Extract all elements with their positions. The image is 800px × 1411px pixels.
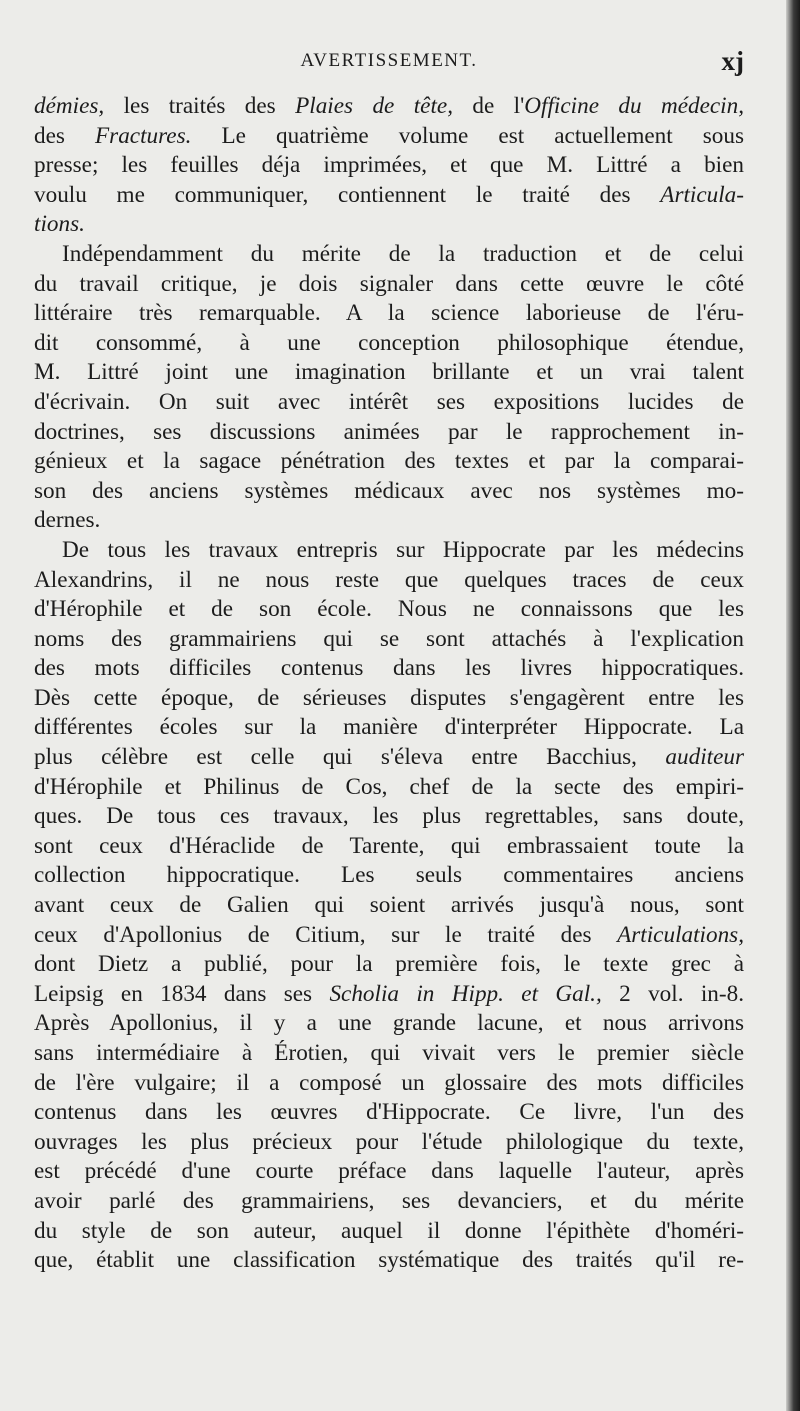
text-line: [34, 477, 744, 507]
text-run: ques. De tous ces travaux, les plus regrettables, sans doute,: [34, 803, 744, 830]
text-run: voulu me communiquer, contiennent le traité des: [34, 181, 661, 208]
text-run: Indépendamment du mérite de la traduction et de celui: [62, 240, 744, 267]
italic-text: auditeur: [665, 744, 744, 771]
text-run: Dès cette époque, de sérieuses disputes s'engagèrent entre les: [34, 684, 744, 711]
text-line: [34, 980, 744, 1010]
text-run: doctrines, ses discussions animées par le rapprochement in-: [34, 418, 744, 445]
text-line: [34, 181, 744, 211]
text-line: [34, 1187, 744, 1217]
text-line: [34, 151, 744, 181]
page-header: [34, 46, 744, 82]
text-run: les traités des: [104, 93, 296, 119]
text-line: [34, 1157, 744, 1187]
text-line: [34, 1128, 744, 1158]
text-line: [34, 1246, 744, 1276]
text-run: Alexandrins, il ne nous reste que quelques traces de ceux: [34, 566, 744, 593]
text-line: [34, 684, 744, 714]
text-run: Après Apollonius, il y a une grande lacune, et nous arrivons: [34, 1010, 744, 1037]
italic-text: Scholia in Hipp. et Gal.,: [329, 980, 602, 1007]
text-run: génieux et la sagace pénétration des textes et par la comparai-: [34, 448, 744, 475]
text-run: du travail critique, je dois signaler dans cette œuvre le côté: [34, 270, 744, 297]
text-run: avant ceux de Galien qui soient arrivés jusqu'à nous, sont: [34, 892, 744, 919]
italic-text: Plaies de tête,: [295, 93, 453, 119]
text-run: ceux d'Apollonius de Citium, sur le traité des: [34, 921, 618, 948]
text-run: noms des grammairiens qui se sont attachés à l'explication: [34, 625, 744, 652]
text-run: ouvrages les plus précieux pour l'étude philologique du texte,: [34, 1128, 744, 1155]
text-run: De tous les travaux entrepris sur Hippocrate par les médecins: [62, 536, 744, 563]
italic-text: Articula-: [660, 181, 744, 208]
text-run: sans intermédiaire à Érotien, qui vivait vers le premier siècle: [34, 1040, 744, 1066]
text-run: sont ceux d'Héraclide de Tarente, qui embrassaient toute la: [34, 832, 744, 859]
text-line: [34, 713, 744, 743]
text-run: son des anciens systèmes médicaux avec nos systèmes mo-: [34, 477, 744, 504]
text-run: contenus dans les œuvres d'Hippocrate. Ce livre, l'un des: [34, 1099, 744, 1126]
text-line: [34, 802, 744, 832]
text-line: [34, 388, 744, 418]
text-run: dont Dietz a publié, pour la première fois, le texte grec à: [34, 951, 744, 978]
text-line: [34, 122, 744, 152]
text-run: dernes.: [34, 507, 101, 534]
text-line: [34, 299, 744, 329]
text-run: avoir parlé des grammairiens, ses devanciers, et du mérite: [34, 1187, 744, 1214]
text-run: d'écrivain. On suit avec intérêt ses expositions lucides de: [34, 388, 744, 415]
text-line: [34, 240, 744, 270]
text-run: 2 vol. in-8.: [601, 980, 745, 1007]
text-line: [34, 625, 744, 655]
text-line: [34, 566, 744, 596]
text-line: [34, 210, 744, 240]
text-line: [34, 506, 744, 536]
text-line: [34, 595, 744, 625]
text-line: [34, 832, 744, 862]
text-run: d'Hérophile et Philinus de Cos, chef de la secte des empiri-: [34, 773, 744, 800]
text-line: [34, 270, 744, 300]
text-line: [34, 329, 744, 359]
text-line: [34, 921, 744, 951]
text-line: [34, 1098, 744, 1128]
text-run: dit consommé, à une conception philosophique étendue,: [34, 329, 744, 356]
book-gutter-shadow: [786, 0, 800, 1411]
text-line: [34, 418, 744, 448]
text-line: [34, 743, 744, 773]
text-run: collection hippocratique. Les seuls commentaires anciens: [34, 862, 744, 889]
text-run: Le quatrième volume est actuellement sous: [191, 122, 745, 149]
text-run: de l'ère vulgaire; il a composé un glossaire des mots difficiles: [34, 1069, 744, 1096]
text-run: est précédé d'une courte préface dans laquelle l'auteur, après: [34, 1158, 744, 1185]
text-line: [34, 950, 744, 980]
body-text: [34, 92, 744, 1276]
text-line: [34, 447, 744, 477]
running-title: AVERTISSEMENT.: [300, 50, 478, 71]
italic-text: démies,: [34, 93, 105, 119]
text-line: [34, 92, 744, 122]
text-run: des: [34, 122, 95, 149]
text-run: Leipsig en 1834 dans ses: [34, 980, 330, 1007]
text-line: [34, 536, 744, 566]
text-line: [34, 773, 744, 803]
text-run: du style de son auteur, auquel il donne l'épithète d'homéri-: [34, 1217, 744, 1244]
text-line: [34, 358, 744, 388]
text-run: que, établit une classification systématique des traités qu'il re-: [34, 1247, 744, 1274]
italic-text: Articulations,: [617, 921, 744, 948]
text-run: d'Hérophile et de son école. Nous ne connaissons que les: [34, 596, 744, 623]
text-run: des mots difficiles contenus dans les livres hippocratiques.: [34, 655, 744, 682]
italic-text: tions.: [34, 211, 85, 238]
text-line: [34, 1009, 744, 1039]
italic-text: Officine du médecin,: [524, 93, 745, 119]
text-run: M. Littré joint une imagination brillante et un vrai talent: [34, 359, 744, 386]
text-run: plus célèbre est celle qui s'éleva entre Bacchius,: [34, 744, 666, 771]
italic-text: Fractures.: [95, 122, 192, 149]
text-line: [34, 1039, 744, 1069]
page-number: xj: [721, 46, 744, 76]
text-line: [34, 654, 744, 684]
text-run: de l': [453, 93, 525, 119]
text-run: littéraire très remarquable. A la science laborieuse de l'éru-: [34, 300, 744, 327]
text-line: [34, 1217, 744, 1247]
text-line: [34, 861, 744, 891]
text-run: différentes écoles sur la manière d'interpréter Hippocrate. La: [34, 714, 744, 741]
text-line: [34, 1069, 744, 1099]
text-run: presse; les feuilles déja imprimées, et que M. Littré a bien: [34, 152, 744, 179]
text-line: [34, 891, 744, 921]
